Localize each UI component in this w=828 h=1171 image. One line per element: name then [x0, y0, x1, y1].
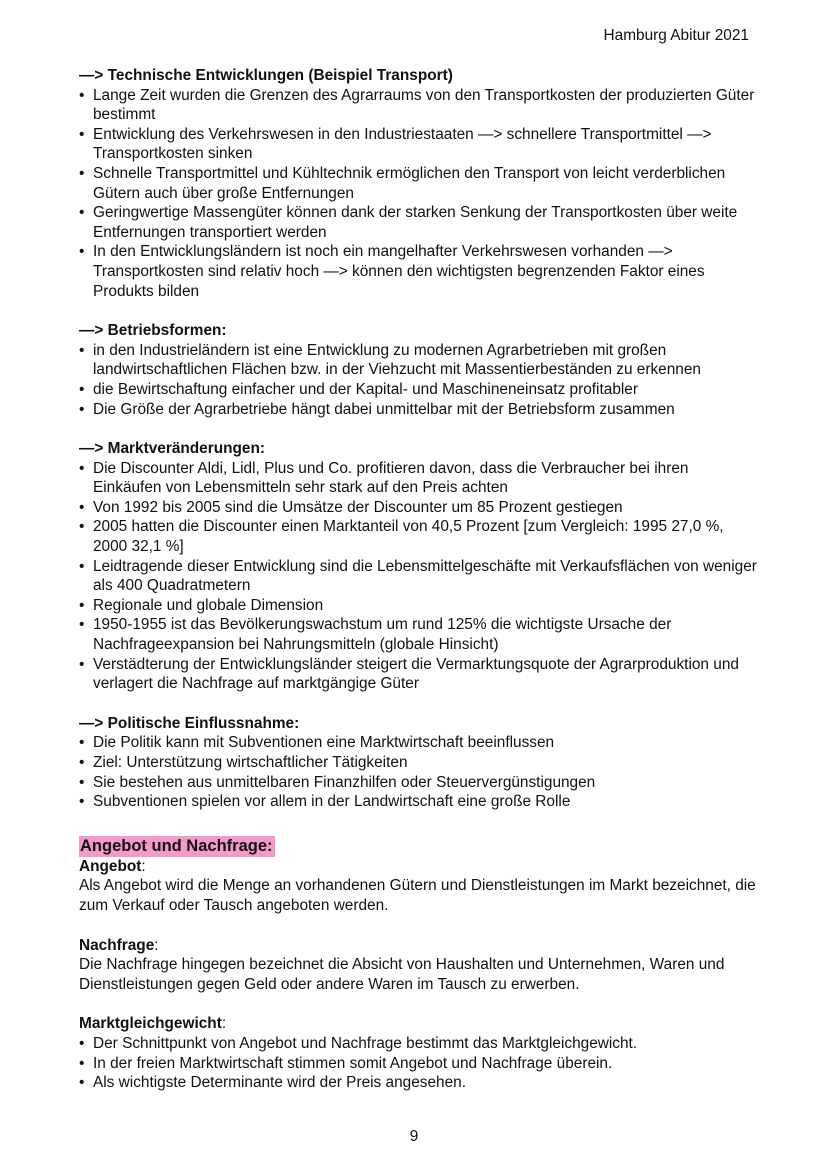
subsection-title [79, 936, 759, 956]
list-item: • Verstädterung der Entwicklungsländer steigert die Vermarktungsquote der Agrarproduktion und verlagert die Nachfrage auf marktgängige Güter [79, 655, 759, 694]
paragraph: Die Nachfrage hingegen bezeichnet die Absicht von Haushalten und Unternehmen, Waren und Dienstleistungen gegen Geld oder andere Waren im Tausch zu erwerben. [79, 956, 725, 993]
list-item: • Leidtragende dieser Entwicklung sind die Lebensmittelgeschäfte mit Verkaufsflächen von weniger als 400 Quadratmetern [79, 557, 759, 596]
list-item: • In der freien Marktwirtschaft stimmen somit Angebot und Nachfrage überein. [79, 1054, 759, 1074]
marktgleichgewicht-block [79, 1014, 759, 1092]
list-item: • In den Entwicklungsländern ist noch ein mangelhafter Verkehrswesen vorhanden —> Transportkosten sind relativ hoch —> können den wichtigsten begrenzenden Faktor eines Produkts bilden [79, 242, 759, 301]
list-item: • Subventionen spielen vor allem in der Landwirtschaft eine große Rolle [79, 792, 759, 812]
subsection-title-text: Marktgleichgewicht [79, 1015, 222, 1033]
subsection-title-colon: : [141, 857, 146, 875]
subsection-title-colon: : [221, 1015, 227, 1033]
bullet-list [79, 1034, 759, 1093]
subsection-title [79, 1014, 759, 1034]
list-item: • Geringwertige Massengüter können dank der starken Senkung der Transportkosten über weite Entfernungen transportiert werden [79, 203, 759, 242]
list-item: • in den Industrieländern ist eine Entwicklung zu modernen Agrarbetrieben mit großen landwirtschaftlichen Flächen bzw. in der Viehzucht mit Massentierbeständen zu erkennen [79, 341, 759, 380]
subsection-title-text: Angebot [79, 857, 142, 875]
section-marktveraenderungen [79, 439, 759, 694]
subsection-title-text: Nachfrage [79, 936, 155, 954]
section-title: —> Politische Einflussnahme: [79, 714, 300, 732]
list-item: • Die Discounter Aldi, Lidl, Plus und Co. profitieren davon, dass die Verbraucher bei ihren Einkäufen von Lebensmitteln sehr stark auf den Preis achten [79, 459, 759, 498]
section-betriebsformen [79, 321, 759, 419]
bullet-list [79, 733, 759, 811]
list-item: • 2005 hatten die Discounter einen Marktanteil von 40,5 Prozent [zum Vergleich: 1995 27,0 %, 2000 32,1 %] [79, 517, 759, 556]
list-item: • Lange Zeit wurden die Grenzen des Agrarraums von den Transportkosten der produzierten Güter bestimmt [79, 86, 759, 125]
highlighted-heading: Angebot und Nachfrage: [80, 836, 273, 855]
bullet-list [79, 86, 759, 302]
paragraph: Als Angebot wird die Menge an vorhandenen Gütern und Dienstleistungen im Markt bezeichnet, die zum Verkauf oder Tausch angeboten werden. [79, 877, 756, 914]
page-number: 9 [409, 1128, 419, 1145]
list-item: • 1950-1955 ist das Bevölkerungswachstum um rund 125% die wichtigste Ursache der Nachfrageexpansion bei Nahrungsmitteln (globale Hinsicht) [79, 615, 759, 654]
page-content [79, 66, 759, 1113]
subsection-title-colon: : [154, 936, 159, 954]
section-politische-einflussnahme [79, 714, 759, 812]
list-item: • Entwicklung des Verkehrswesen in den Industriestaaten —> schnellere Transportmittel —> Transportkosten sinken [79, 125, 759, 164]
section-title: —> Betriebsformen: [79, 322, 227, 340]
page-header: Hamburg Abitur 2021 [603, 27, 749, 44]
list-item: • Sie bestehen aus unmittelbaren Finanzhilfen oder Steuervergünstigungen [79, 773, 759, 793]
section-title: —> Technische Entwicklungen (Beispiel Transport) [79, 67, 453, 84]
list-item: • Regionale und globale Dimension [79, 596, 759, 616]
section-transport [79, 66, 759, 301]
section-title: —> Marktveränderungen: [79, 440, 266, 458]
bullet-list [79, 459, 759, 694]
subsection-title [79, 857, 759, 877]
list-item: • Der Schnittpunkt von Angebot und Nachfrage bestimmt das Marktgleichgewicht. [79, 1034, 759, 1054]
list-item: • Ziel: Unterstützung wirtschaftlicher Tätigkeiten [79, 753, 759, 773]
list-item: • Die Größe der Agrarbetriebe hängt dabei unmittelbar mit der Betriebsform zusammen [79, 400, 759, 420]
angebot-block [79, 857, 759, 916]
nachfrage-block [79, 936, 759, 995]
list-item: • Von 1992 bis 2005 sind die Umsätze der Discounter um 85 Prozent gestiegen [79, 498, 759, 518]
list-item: • Schnelle Transportmittel und Kühltechnik ermöglichen den Transport von leicht verderblichen Gütern auch über große Entfernungen [79, 164, 759, 203]
list-item: • Die Politik kann mit Subventionen eine Marktwirtschaft beeinflussen [79, 733, 759, 753]
list-item: • die Bewirtschaftung einfacher und der Kapital- und Maschineneinsatz profitabler [79, 380, 759, 400]
list-item: • Als wichtigste Determinante wird der Preis angesehen. [79, 1073, 759, 1093]
bullet-list [79, 341, 759, 419]
